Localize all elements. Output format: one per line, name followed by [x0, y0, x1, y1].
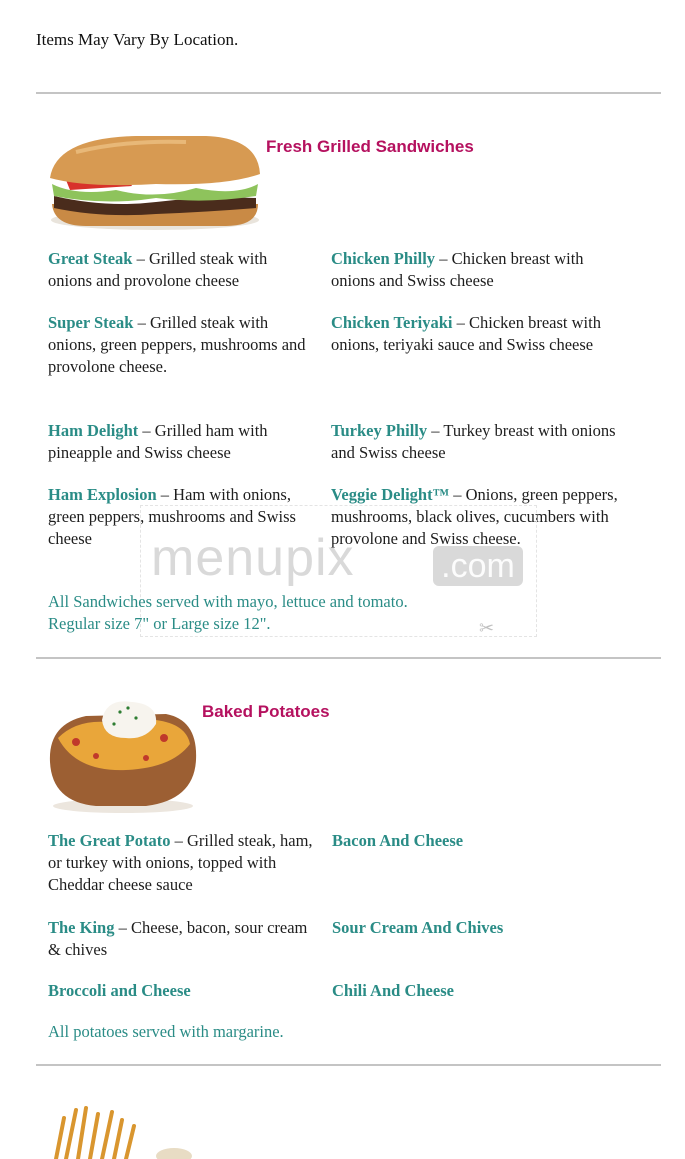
fries-image	[46, 1104, 206, 1159]
scissors-icon: ✂	[479, 618, 495, 638]
item-name: Broccoli and Cheese	[48, 981, 191, 1000]
watermark-dotcom: .com	[433, 546, 523, 586]
item-name: The King	[48, 918, 115, 937]
section-title-potatoes: Baked Potatoes	[202, 702, 330, 721]
location-note: Items May Vary By Location.	[36, 30, 239, 49]
section-title-sandwiches: Fresh Grilled Sandwiches	[266, 137, 474, 156]
item-name: Chili And Cheese	[332, 981, 454, 1000]
menu-item	[332, 917, 632, 939]
watermark-text: menupix	[151, 529, 355, 587]
menu-item	[331, 248, 631, 292]
item-name: The Great Potato	[48, 831, 171, 850]
item-description: – Onions, green peppers, mushrooms, black olives, cucumbers with provolone and Swiss cheese.	[331, 485, 618, 548]
menu-item	[332, 980, 632, 1002]
item-description: – Grilled steak with onions and provolone cheese	[48, 249, 268, 290]
menu-item	[48, 917, 310, 961]
item-name: Chicken Philly	[331, 249, 436, 268]
menu-item	[48, 980, 310, 1002]
menu-item	[48, 830, 316, 896]
item-name: Bacon And Cheese	[332, 831, 464, 850]
item-description: – Grilled steak with onions, green peppers, mushrooms and provolone cheese.	[48, 313, 306, 376]
item-name: Super Steak	[48, 313, 134, 332]
menu-item	[332, 830, 632, 852]
item-name: Sour Cream And Chives	[332, 918, 504, 937]
item-name: Great Steak	[48, 249, 133, 268]
item-name: Veggie Delight™	[331, 485, 450, 504]
menu-item	[331, 420, 631, 464]
menu-item	[48, 484, 310, 550]
item-description: – Grilled steak, ham, or turkey with onions, topped with Cheddar cheese sauce	[48, 831, 313, 894]
menu-item	[48, 312, 310, 378]
potato-footnote: All potatoes served with margarine.	[48, 1022, 284, 1041]
menu-item	[331, 312, 653, 356]
divider	[36, 1064, 661, 1066]
item-name: Chicken Teriyaki	[331, 313, 453, 332]
item-description: – Chicken breast with onions and Swiss cheese	[331, 249, 584, 290]
item-name: Ham Explosion	[48, 485, 157, 504]
item-description: – Ham with onions, green peppers, mushrooms and Swiss cheese	[48, 485, 296, 548]
divider	[36, 657, 661, 659]
item-name: Turkey Philly	[331, 421, 428, 440]
sandwich-image	[46, 134, 264, 232]
item-name: Ham Delight	[48, 421, 139, 440]
item-description: – Cheese, bacon, sour cream & chives	[48, 918, 308, 959]
menu-item	[48, 248, 310, 292]
sandwich-size-note: Regular size 7" or Large size 12".	[48, 614, 271, 633]
item-description: – Chicken breast with onions, teriyaki sauce and Swiss cheese	[331, 313, 601, 354]
item-description: – Turkey breast with onions and Swiss cheese	[331, 421, 616, 462]
sandwich-footnote: All Sandwiches served with mayo, lettuce and tomato.	[48, 592, 408, 611]
menu-item	[48, 420, 310, 464]
menu-item	[331, 484, 631, 550]
divider	[36, 92, 661, 94]
item-description: – Grilled ham with pineapple and Swiss cheese	[48, 421, 268, 462]
potato-image	[46, 698, 200, 814]
